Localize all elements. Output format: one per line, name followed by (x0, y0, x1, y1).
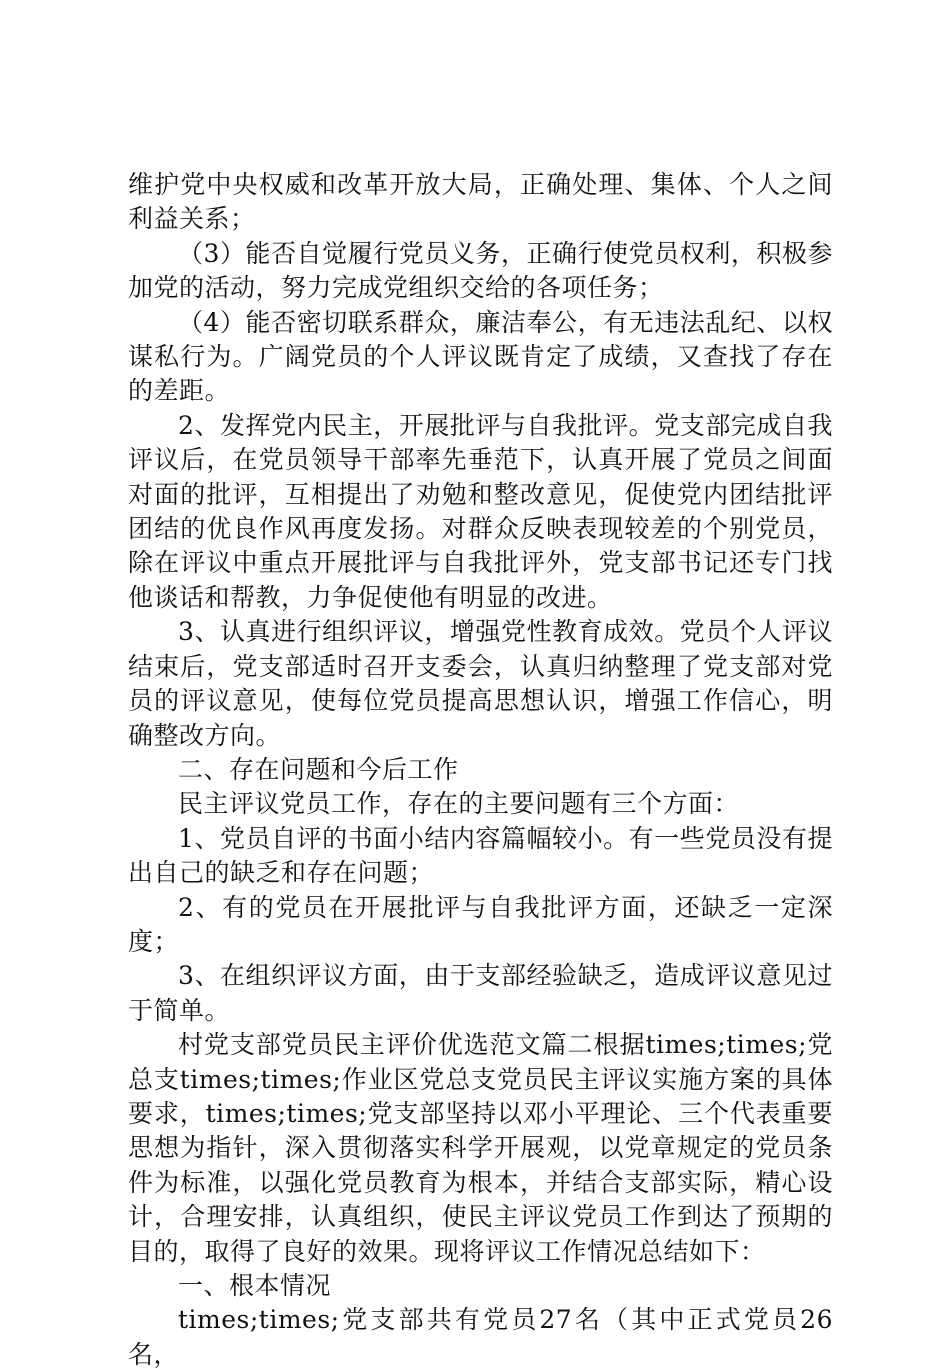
document-body (128, 168, 833, 1372)
paragraph: （4）能否密切联系群众，廉洁奉公，有无违法乱纪、以权谋私行为。广阔党员的个人评议既肯定了成绩，又查找了存在的差距。 (128, 307, 833, 406)
paragraph: 村党支部党员民主评价优选范文篇二根据times;times;党总支times;times;作业区党总支党员民主评议实施方案的具体要求，times;times;党支部坚持以邓小平理论、三个代表重要思想为指针，深入贯彻落实科学开展观，以党章规定的党员条件为标准，以强化党员教育为根本，并结合支部实际，精心设计，合理安排，认真组织，使民主评议党员工作到达了预期的目的，取得了良好的效果。现将评议工作情况总结如下： (128, 1030, 833, 1266)
paragraph: 民主评议党员工作，存在的主要问题有三个方面： (178, 789, 740, 819)
paragraph: 维护党中央权威和改革开放大局，正确处理、集体、个人之间利益关系； (128, 170, 833, 234)
paragraph: 3、认真进行组织评议，增强党性教育成效。党员个人评议结束后，党支部适时召开支委会，认真归纳整理了党支部对党员的评议意见，使每位党员提高思想认识，增强工作信心，明确整改方向。 (128, 617, 833, 750)
paragraph: 3、在组织评议方面，由于支部经验缺乏，造成评议意见过于简单。 (128, 961, 833, 1025)
paragraph: 2、发挥党内民主，开展批评与自我批评。党支部完成自我评议后，在党员领导干部率先垂范下，认真开展了党员之间面对面的批评，互相提出了劝勉和整改意见，促使党内团结批评团结的优良作风再度发扬。对群众反映表现较差的个别党员，除在评议中重点开展批评与自我批评外，党支部书记还专门找他谈话和帮教，力争促使他有明显的改进。 (128, 410, 833, 612)
paragraph: times;times;党支部共有党员27名（其中正式党员26名， (128, 1305, 833, 1369)
paragraph: 2、有的党员在开展批评与自我批评方面，还缺乏一定深度； (128, 892, 833, 956)
section-heading: 二、存在问题和今后工作 (178, 754, 459, 784)
section-heading: 一、根本情况 (178, 1271, 332, 1300)
paragraph: 1、党员自评的书面小结内容篇幅较小。有一些党员没有提出自己的缺乏和存在问题； (128, 823, 833, 888)
paragraph: （3）能否自觉履行党员义务，正确行使党员权利，积极参加党的活动，努力完成党组织交给的各项任务； (128, 238, 833, 303)
